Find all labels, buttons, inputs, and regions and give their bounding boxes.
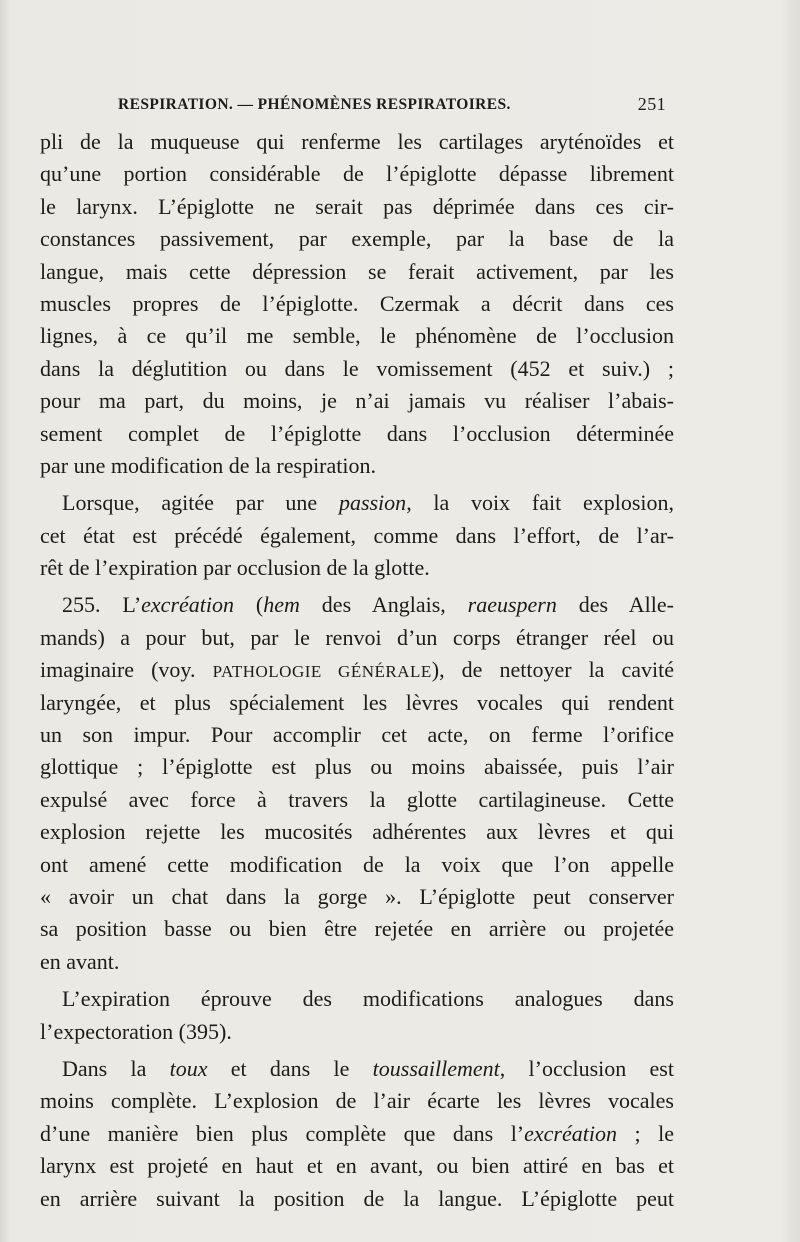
text-line: « avoir un chat dans la gorge ». L’épiglotte peut conserver [40, 883, 674, 909]
running-title: RESPIRATION. — PHÉNOMÈNES RESPIRATOIRES. [118, 96, 511, 113]
text-line: Lorsque, agitée par une passion, la voix fait explosion, [62, 490, 675, 516]
text-line: sement complet de l’épiglotte dans l’occlusion déterminée [40, 420, 674, 446]
text-line: mands) a pour but, par le renvoi d’un corps étranger réel ou [40, 624, 674, 650]
text-line: dans la déglutition ou dans le vomissement (452 et suiv.) ; [40, 355, 674, 381]
text-line: moins complète. L’explosion de l’air écarte les lèvres vocales [40, 1088, 674, 1114]
page-number: 251 [637, 94, 666, 114]
text-line: L’expiration éprouve des modifications analogues dans [62, 986, 674, 1012]
text-line: expulsé avec force à travers la glotte cartilagineuse. Cette [40, 786, 674, 812]
text-line: cet état est précédé également, comme dans l’effort, de l’ar- [40, 522, 674, 548]
text-line: Dans la toux et dans le toussaillement, l’occlusion est [62, 1055, 674, 1081]
paragraph [40, 983, 674, 1048]
text-line: pour ma part, du moins, je n’ai jamais vu réaliser l’abais- [40, 388, 674, 414]
paragraph [40, 1053, 674, 1215]
text-line: lignes, à ce qu’il me semble, le phénomène de l’occlusion [40, 323, 674, 349]
text-line: explosion rejette les mucosités adhérentes aux lèvres et qui [40, 819, 674, 845]
paragraph [40, 589, 674, 978]
text-line: d’une manière bien plus complète que dans l’excréation ; le [40, 1120, 674, 1146]
text-line: larynx est projeté en haut et en avant, ou bien attiré en bas et [40, 1153, 674, 1179]
text-line: imaginaire (voy. PATHOLOGIE GÉNÉRALE), de nettoyer la cavité [40, 657, 675, 683]
text-line: langue, mais cette dépression se ferait activement, par les [40, 258, 674, 284]
text-line: muscles propres de l’épiglotte. Czermak a décrit dans ces [40, 290, 674, 316]
text-line: en avant. [40, 948, 120, 974]
text-line: ont amené cette modification de la voix que l’on appelle [40, 851, 674, 877]
running-head [118, 96, 666, 120]
text-line: sa position basse ou bien être rejetée en arrière ou projetée [40, 916, 674, 942]
text-line: le larynx. L’épiglotte ne serait pas déprimée dans ces cir- [40, 193, 674, 219]
text-line: un son impur. Pour accomplir cet acte, on ferme l’orifice [40, 722, 674, 748]
text-line: qu’une portion considérable de l’épiglotte dépasse librement [40, 161, 674, 187]
text-line: pli de la muqueuse qui renferme les cartilages aryténoïdes et [40, 129, 674, 154]
text-line: l’expectoration (395). [40, 1018, 232, 1044]
text-line: par une modification de la respiration. [40, 452, 376, 478]
text-line: glottique ; l’épiglotte est plus ou moins abaissée, puis l’air [40, 754, 674, 780]
paragraph [40, 487, 674, 584]
text-line: constances passivement, par exemple, par la base de la [40, 226, 674, 252]
text-line: rêt de l’expiration par occlusion de la glotte. [40, 555, 430, 581]
text-line: laryngée, et plus spécialement les lèvres vocales qui rendent [40, 689, 674, 715]
paragraph [40, 126, 674, 482]
body-text [40, 126, 674, 1215]
text-line: en arrière suivant la position de la langue. L’épiglotte peut [40, 1185, 674, 1211]
text-line: 255. L’excréation (hem des Anglais, raeuspern des Alle- [62, 592, 674, 618]
